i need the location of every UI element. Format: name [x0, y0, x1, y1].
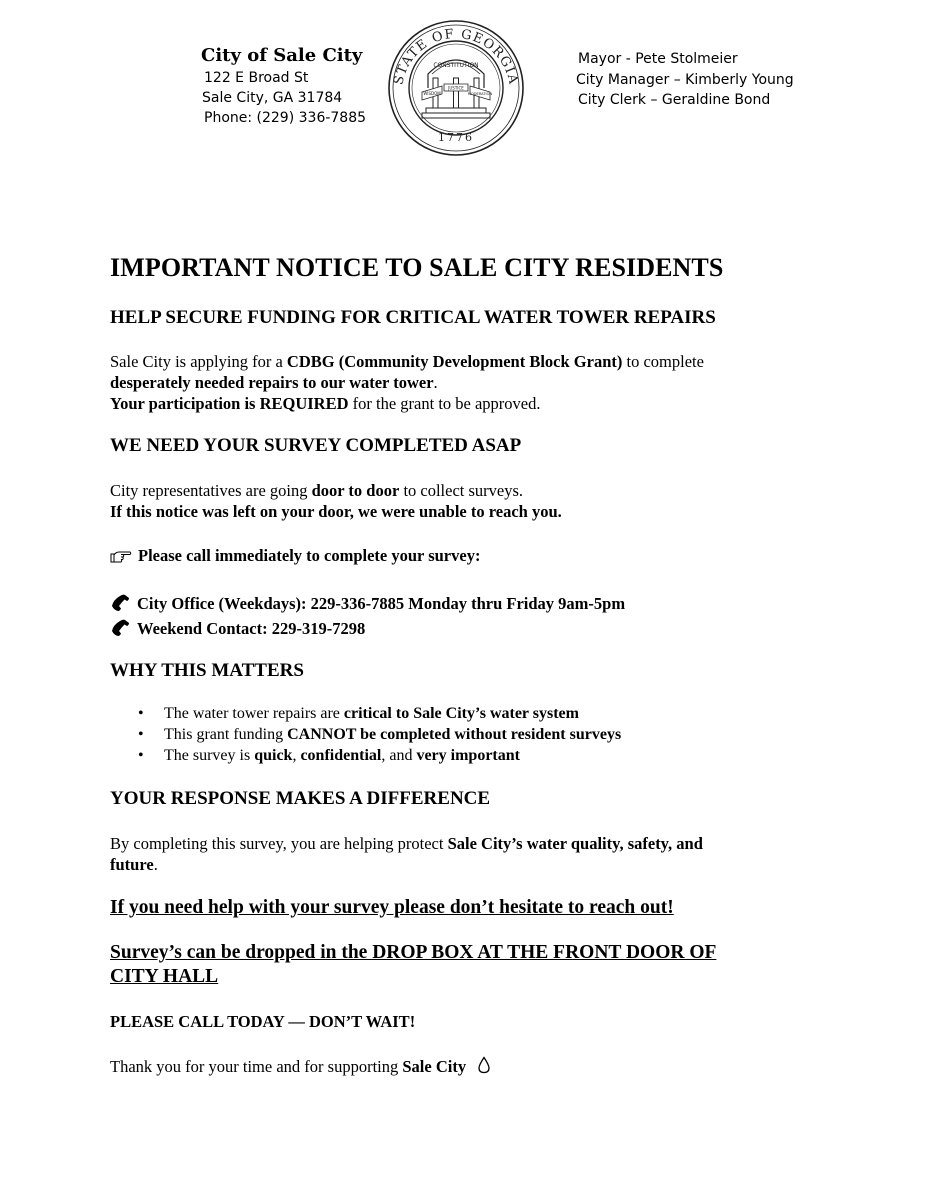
intro-line-2: desperately needed repairs to our water tower.	[110, 373, 438, 392]
svg-text:WISDOM: WISDOM	[423, 91, 441, 96]
phone-icon	[110, 619, 130, 637]
address-line1: 122 E Broad St	[204, 70, 309, 86]
letterhead-right	[578, 49, 794, 111]
dropbox-notice	[110, 941, 716, 989]
city-name: City of Sale City	[201, 45, 363, 66]
contact-weekend: Weekend Contact: 229-319-7298	[110, 616, 625, 641]
svg-text:MODERATION: MODERATION	[467, 92, 493, 96]
svg-text:STATE OF GEORGIA: STATE OF GEORGIA	[391, 26, 521, 87]
why-heading: WHY THIS MATTERS	[110, 660, 304, 681]
intro-paragraph	[110, 351, 704, 414]
city-manager-line: City Manager – Kimberly Young	[576, 71, 794, 88]
door-paragraph	[110, 480, 562, 522]
door-line-1: City representatives are going door to door to collect surveys.	[110, 481, 524, 500]
notice-title: IMPORTANT NOTICE TO SALE CITY RESIDENTS	[110, 253, 724, 282]
list-item: • The survey is quick, confidential, and very important	[138, 747, 520, 764]
thanks-line: Thank you for your time and for supporting Sale City	[110, 1056, 491, 1077]
response-line-2: future.	[110, 855, 158, 874]
mayor-line: Mayor - Pete Stolmeier	[578, 51, 738, 67]
water-drop-icon	[477, 1056, 491, 1074]
svg-text:JUSTICE: JUSTICE	[448, 85, 464, 91]
letterhead-left	[202, 44, 366, 128]
response-heading: YOUR RESPONSE MAKES A DIFFERENCE	[110, 788, 491, 809]
intro-line-1: Sale City is applying for a CDBG (Community Development Block Grant) to complete	[110, 352, 704, 371]
dropbox-line-1: Survey’s can be dropped in the DROP BOX AT THE FRONT DOOR OF	[110, 942, 717, 963]
survey-heading: WE NEED YOUR SURVEY COMPLETED ASAP	[110, 435, 522, 456]
why-bullets	[138, 703, 621, 766]
city-clerk-line: City Clerk – Geraldine Bond	[578, 92, 771, 108]
call-today: PLEASE CALL TODAY — DON’T WAIT!	[110, 1012, 416, 1031]
dropbox-line-2: CITY HALL	[110, 966, 219, 987]
intro-line-3: Your participation is REQUIRED for the grant to be approved.	[110, 394, 541, 413]
address-line2: Sale City, GA 31784	[202, 90, 343, 106]
call-prompt: Please call immediately to complete your survey:	[110, 545, 480, 566]
svg-text:CONSTITUTION: CONSTITUTION	[433, 62, 479, 69]
phone-icon	[110, 594, 130, 612]
contact-weekday: City Office (Weekdays): 229-336-7885 Monday thru Friday 9am-5pm	[110, 591, 625, 616]
response-paragraph	[110, 833, 703, 875]
georgia-seal-icon	[386, 18, 526, 158]
list-item: • This grant funding CANNOT be completed without resident surveys	[138, 726, 622, 743]
response-line-1: By completing this survey, you are helping protect Sale City’s water quality, safety, and	[110, 834, 703, 853]
notice-subtitle: HELP SECURE FUNDING FOR CRITICAL WATER TOWER REPAIRS	[110, 307, 716, 328]
door-line-2: If this notice was left on your door, we were unable to reach you.	[110, 502, 562, 521]
help-line: If you need help with your survey please don’t hesitate to reach out!	[110, 897, 674, 918]
list-item: • The water tower repairs are critical to Sale City’s water system	[138, 705, 579, 722]
svg-text:1776: 1776	[438, 131, 474, 144]
phone-number: Phone: (229) 336-7885	[204, 110, 367, 126]
contact-list	[110, 591, 625, 641]
pointing-hand-icon	[110, 548, 132, 564]
